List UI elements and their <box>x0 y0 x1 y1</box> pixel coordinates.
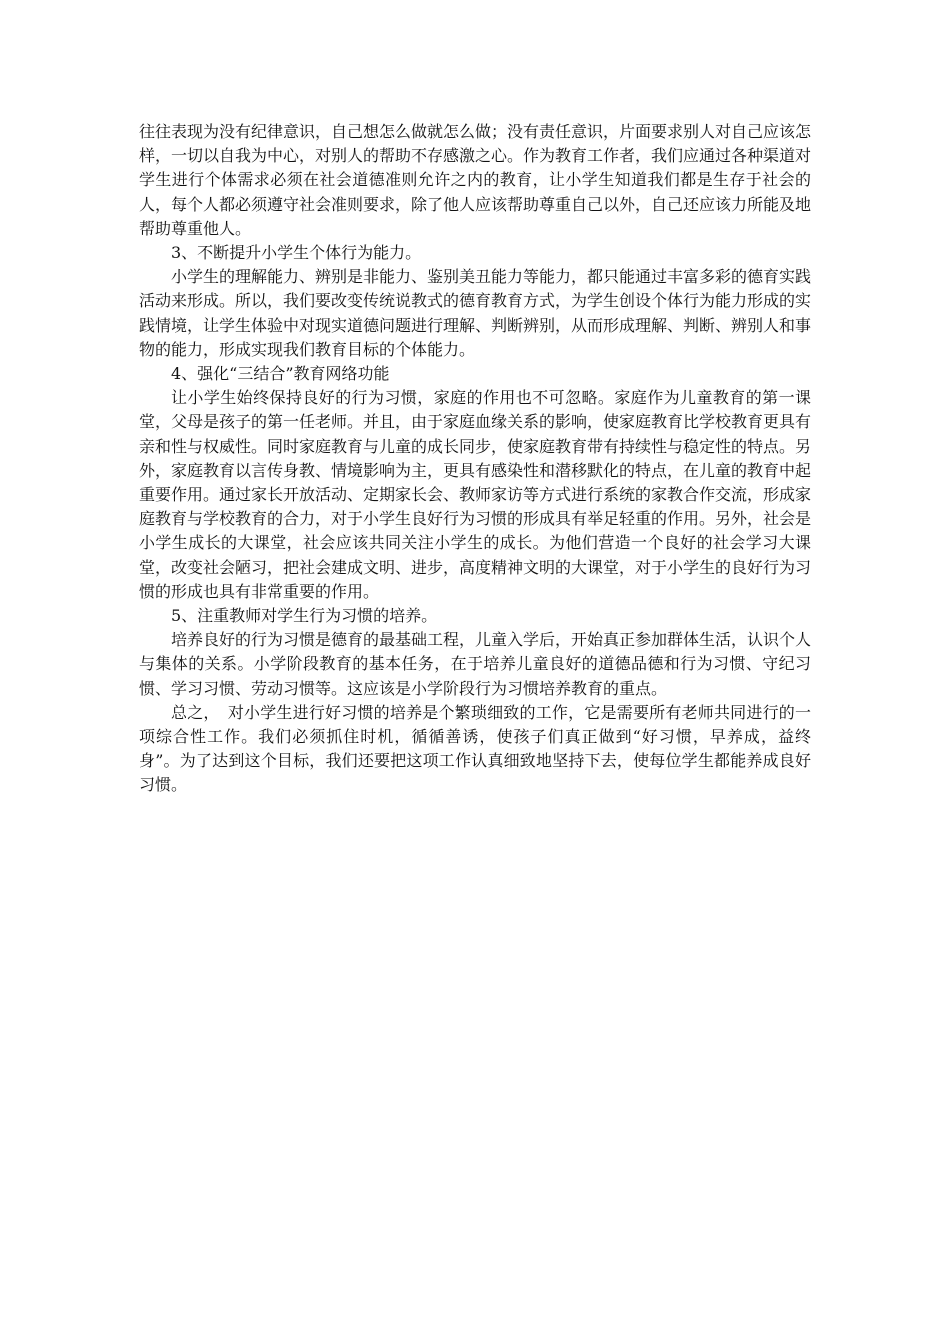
paragraph-section-5: 培养良好的行为习惯是德育的最基础工程，儿童入学后，开始真正参加群体生活，认识个人与集体的关系。小学阶段教育的基本任务，在于培养儿童良好的道德品德和行为习惯、守纪习惯、学习习惯、劳动习惯等。这应该是小学阶段行为习惯培养教育的重点。 <box>139 630 812 698</box>
section-heading-4: 4、强化“三结合”教育网络功能 <box>171 364 390 384</box>
paragraph-conclusion: 总之， 对小学生进行好习惯的培养是个繁琐细致的工作，它是需要所有老师共同进行的一项综合性工作。我们必须抓住时机，循循善诱，使孩子们真正做到“好习惯，早养成，益终身”。为了达到这个目标，我们还要把这项工作认真细致地坚持下去，使每位学生都能养成良好习惯。 <box>139 702 811 795</box>
section-heading-3: 3、不断提升小学生个体行为能力。 <box>171 243 422 263</box>
document-body <box>139 120 811 798</box>
section-heading-5: 5、注重教师对学生行为习惯的培养。 <box>171 606 438 626</box>
paragraph-section-4: 让小学生始终保持良好的行为习惯，家庭的作用也不可忽略。家庭作为儿童教育的第一课堂，父母是孩子的第一任老师。并且，由于家庭血缘关系的影响，使家庭教育比学校教育更具有亲和性与权威性。同时家庭教育与儿童的成长同步，使家庭教育带有持续性与稳定性的特点。另外，家庭教育以言传身教、情境影响为主，更具有感染性和潜移默化的特点，在儿童的教育中起重要作用。通过家长开放活动、定期家长会、教师家访等方式进行系统的家教合作交流，形成家庭教育与学校教育的合力，对于小学生良好行为习惯的形成具有举足轻重的作用。另外，社会是小学生成长的大课堂，社会应该共同关注小学生的成长。为他们营造一个良好的社会学习大课堂，改变社会陋习，把社会建成文明、进步，高度精神文明的大课堂，对于小学生的良好行为习惯的形成也具有非常重要的作用。 <box>139 388 812 601</box>
paragraph-section-3: 小学生的理解能力、辨别是非能力、鉴别美丑能力等能力，都只能通过丰富多彩的德育实践活动来形成。所以，我们要改变传统说教式的德育教育方式，为学生创设个体行为能力形成的实践情境，让学生体验中对现实道德问题进行理解、判断辨别，从而形成理解、判断、辨别人和事物的能力，形成实现我们教育目标的个体能力。 <box>139 267 812 359</box>
paragraph-intro-continuation: 往往表现为没有纪律意识，自己想怎么做就怎么做；没有责任意识，片面要求别人对自己应该怎样，一切以自我为中心，对别人的帮助不存感激之心。作为教育工作者，我们应通过各种渠道对学生进行个体需求必须在社会道德准则允许之内的教育，让小学生知道我们都是生存于社会的人，每个人都必须遵守社会准则要求，除了他人应该帮助尊重自己以外，自己还应该力所能及地帮助尊重他人。 <box>139 122 812 238</box>
